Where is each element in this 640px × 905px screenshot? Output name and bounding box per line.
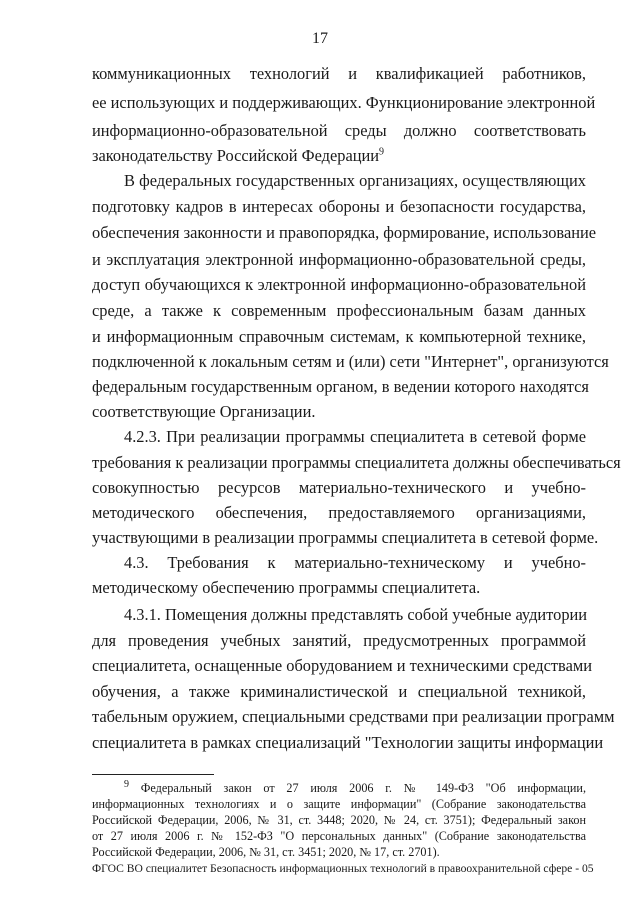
- footnote-marker: 9: [124, 778, 129, 790]
- body-line: доступ обучающихся к электронной информационно-образовательной: [92, 275, 586, 294]
- body-line: подготовку кадров в интересах обороны и безопасности государства,: [92, 197, 586, 216]
- body-line: для проведения учебных занятий, предусмотренных программой: [92, 631, 586, 650]
- body-line: обучения, а также криминалистической и специальной техникой,: [92, 682, 586, 701]
- body-line: методического обеспечения, предоставляемого организациями,: [92, 503, 586, 522]
- body-line: и эксплуатация электронной информационно-образовательной среды,: [92, 250, 586, 269]
- body-line: участвующими в реализации программы специалитета в сетевой форме.: [92, 528, 599, 547]
- body-line: методическому обеспечению программы специалитета.: [92, 578, 481, 597]
- body-line: специалитета, оснащенные оборудованием и техническими средствами: [92, 656, 593, 675]
- section-heading: 4.3. Требования к материально-техническому и учебно-: [124, 553, 586, 572]
- page-number: 17: [312, 30, 328, 47]
- body-line: 4.3.1. Помещения должны представлять собой учебные аудитории: [124, 605, 588, 624]
- body-line: специалитета в рамках специализаций "Технологии защиты информации: [92, 733, 604, 752]
- body-line: федеральным государственным органом, в ведении которого находятся: [92, 377, 589, 396]
- footnote-divider: [92, 774, 214, 775]
- body-line-text: законодательству Российской Федерации: [92, 146, 380, 165]
- footnote-line: от 27 июля 2006 г. № 152-ФЗ "О персональных данных" (Собрание законодательства: [92, 829, 586, 843]
- body-line: и информационным справочным системам, к компьютерной технике,: [92, 327, 586, 346]
- footnote-line: [124, 778, 587, 795]
- body-line: информационно-образовательной среды должно соответствовать: [92, 121, 586, 140]
- footnote-line: информационных технологиях и о защите информации" (Собрание законодательства: [92, 797, 586, 811]
- body-line: совокупностью ресурсов материально-технического и учебно-: [92, 478, 586, 497]
- body-line: В федеральных государственных организациях, осуществляющих: [124, 171, 586, 190]
- body-line: ее использующих и поддерживающих. Функционирование электронной: [92, 93, 596, 112]
- footnote-ref: 9: [379, 146, 385, 158]
- body-line: обеспечения законности и правопорядка, формирование, использование: [92, 223, 597, 242]
- body-line: 4.2.3. При реализации программы специалитета в сетевой форме: [124, 427, 586, 446]
- body-line: среде, а также к современным профессиональным базам данных: [92, 301, 586, 320]
- body-line-with-footnote: [92, 146, 586, 166]
- footnote-line: Российской Федерации, 2006, № 31, ст. 3451; 2020, № 17, ст. 2701).: [92, 845, 440, 859]
- document-footer: ФГОС ВО специалитет Безопасность информационных технологий в правоохранительной сфере - 05: [92, 862, 594, 875]
- footnote-line: Российской Федерации, 2006, № 31, ст. 3448; 2020, № 24, ст. 3751); Федеральный закон: [92, 813, 586, 827]
- body-line: табельным оружием, специальными средствами при реализации программ: [92, 707, 615, 726]
- footnote-text: Федеральный закон от 27 июля 2006 г. № 149-ФЗ "Об информации,: [140, 781, 587, 795]
- body-line: требования к реализации программы специалитета должны обеспечиваться: [92, 453, 621, 472]
- body-line: подключенной к локальным сетям и (или) сети "Интернет", организуются: [92, 352, 609, 371]
- body-line: соответствующие Организации.: [92, 402, 316, 421]
- body-line: коммуникационных технологий и квалификацией работников,: [92, 64, 586, 83]
